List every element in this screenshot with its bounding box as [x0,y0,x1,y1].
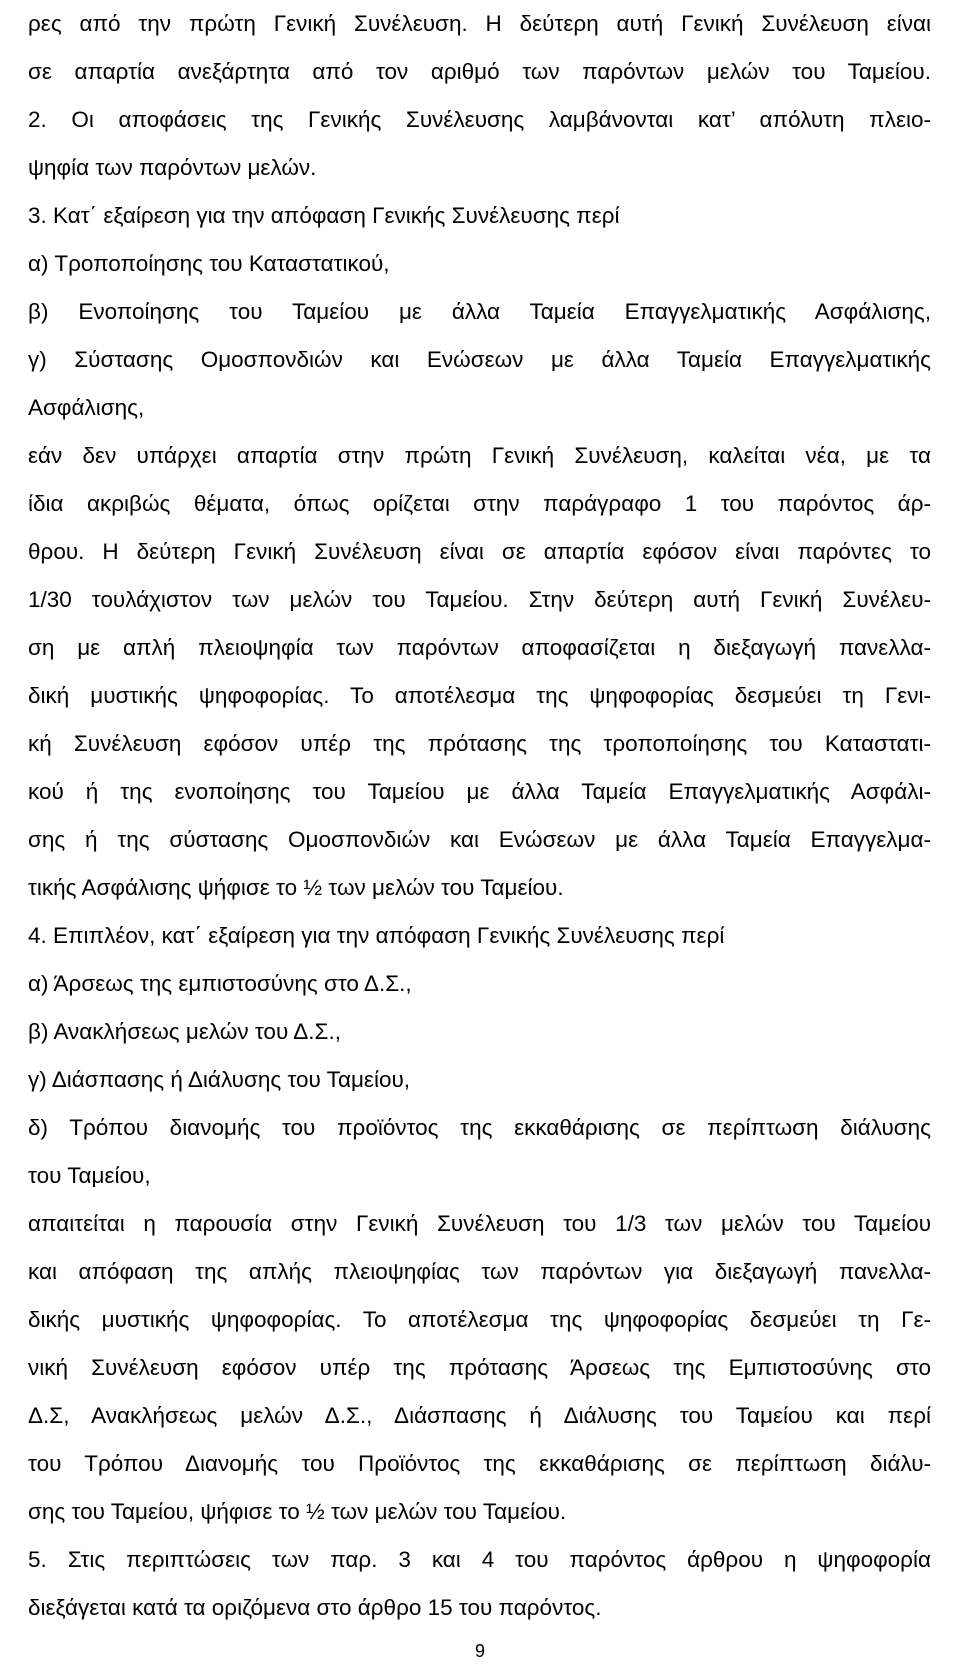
page-number: 9 [474,1641,485,1661]
text-line: δική μυστικής ψηφοφορίας. Το αποτέλεσμα της ψηφοφορίας δεσμεύει τη Γενι- [28,683,931,708]
text-line: του Ταμείου, [28,1163,151,1188]
text-line: γ) Σύστασης Ομοσπονδιών και Ενώσεων με άλλα Ταμεία Επαγγελματικής [28,347,931,372]
text-line: και απόφαση της απλής πλειοψηφίας των παρόντων για διεξαγωγή πανελλα- [28,1259,931,1284]
text-line: διεξάγεται κατά τα οριζόμενα στο άρθρο 15 του παρόντος. [28,1595,602,1620]
text-line: ρες από την πρώτη Γενική Συνέλευση. Η δεύτερη αυτή Γενική Συνέλευση είναι [28,11,931,36]
text-line: β) Ανακλήσεως μελών του Δ.Σ., [28,1019,341,1044]
text-line: 1/30 τουλάχιστον των μελών του Ταμείου. Στην δεύτερη αυτή Γενική Συνέλευ- [28,587,931,612]
text-line: εάν δεν υπάρχει απαρτία στην πρώτη Γενική Συνέλευση, καλείται νέα, με τα [28,443,931,468]
text-line: κή Συνέλευση εφόσον υπέρ της πρότασης της τροποποίησης του Καταστατι- [28,731,931,756]
text-line: 5. Στις περιπτώσεις των παρ. 3 και 4 του παρόντος άρθρου η ψηφοφορία [28,1547,931,1572]
document-body [28,0,931,1632]
text-line: σης του Ταμείου, ψήφισε το ½ των μελών του Ταμείου. [28,1499,567,1524]
text-line: τικής Ασφάλισης ψήφισε το ½ των μελών του Ταμείου. [28,875,564,900]
text-line: 2. Οι αποφάσεις της Γενικής Συνέλευσης λαμβάνονται κατ’ απόλυτη πλειο- [28,107,931,132]
text-line: ψηφία των παρόντων μελών. [28,155,317,180]
text-line: νική Συνέλευση εφόσον υπέρ της πρότασης Άρσεως της Εμπιστοσύνης στο [28,1355,931,1380]
text-line: σε απαρτία ανεξάρτητα από τον αριθμό των παρόντων μελών του Ταμείου. [28,59,931,84]
text-line: ίδια ακριβώς θέματα, όπως ορίζεται στην παράγραφο 1 του παρόντος άρ- [28,491,931,516]
text-line: του Τρόπου Διανομής του Προϊόντος της εκκαθάρισης σε περίπτωση διάλυ- [28,1451,931,1476]
text-line: κού ή της ενοποίησης του Ταμείου με άλλα Ταμεία Επαγγελματικής Ασφάλι- [28,779,931,804]
text-line: 3. Κατ΄ εξαίρεση για την απόφαση Γενικής Συνέλευσης περί [28,203,620,228]
text-line: θρου. Η δεύτερη Γενική Συνέλευση είναι σε απαρτία εφόσον είναι παρόντες το [28,539,931,564]
text-line: 4. Επιπλέον, κατ΄ εξαίρεση για την απόφαση Γενικής Συνέλευσης περί [28,923,725,948]
text-line: ση με απλή πλειοψηφία των παρόντων αποφασίζεται η διεξαγωγή πανελλα- [28,635,931,660]
text-line: Δ.Σ, Ανακλήσεως μελών Δ.Σ., Διάσπασης ή Διάλυσης του Ταμείου και περί [28,1403,931,1428]
text-line: γ) Διάσπασης ή Διάλυσης του Ταμείου, [28,1067,411,1092]
text-line: α) Άρσεως της εμπιστοσύνης στο Δ.Σ., [28,971,412,996]
text-line: δ) Τρόπου διανομής του προϊόντος της εκκαθάρισης σε περίπτωση διάλυσης [28,1115,931,1140]
text-line: δικής μυστικής ψηφοφορίας. Το αποτέλεσμα της ψηφοφορίας δεσμεύει τη Γε- [28,1307,931,1332]
text-line: Ασφάλισης, [28,395,145,420]
text-line: σης ή της σύστασης Ομοσπονδιών και Ενώσεων με άλλα Ταμεία Επαγγελμα- [28,827,931,852]
text-line: β) Ενοποίησης του Ταμείου με άλλα Ταμεία Επαγγελματικής Ασφάλισης, [28,299,931,324]
text-line: α) Τροποποίησης του Καταστατικού, [28,251,390,276]
text-line: απαιτείται η παρουσία στην Γενική Συνέλευση του 1/3 των μελών του Ταμείου [28,1211,931,1236]
